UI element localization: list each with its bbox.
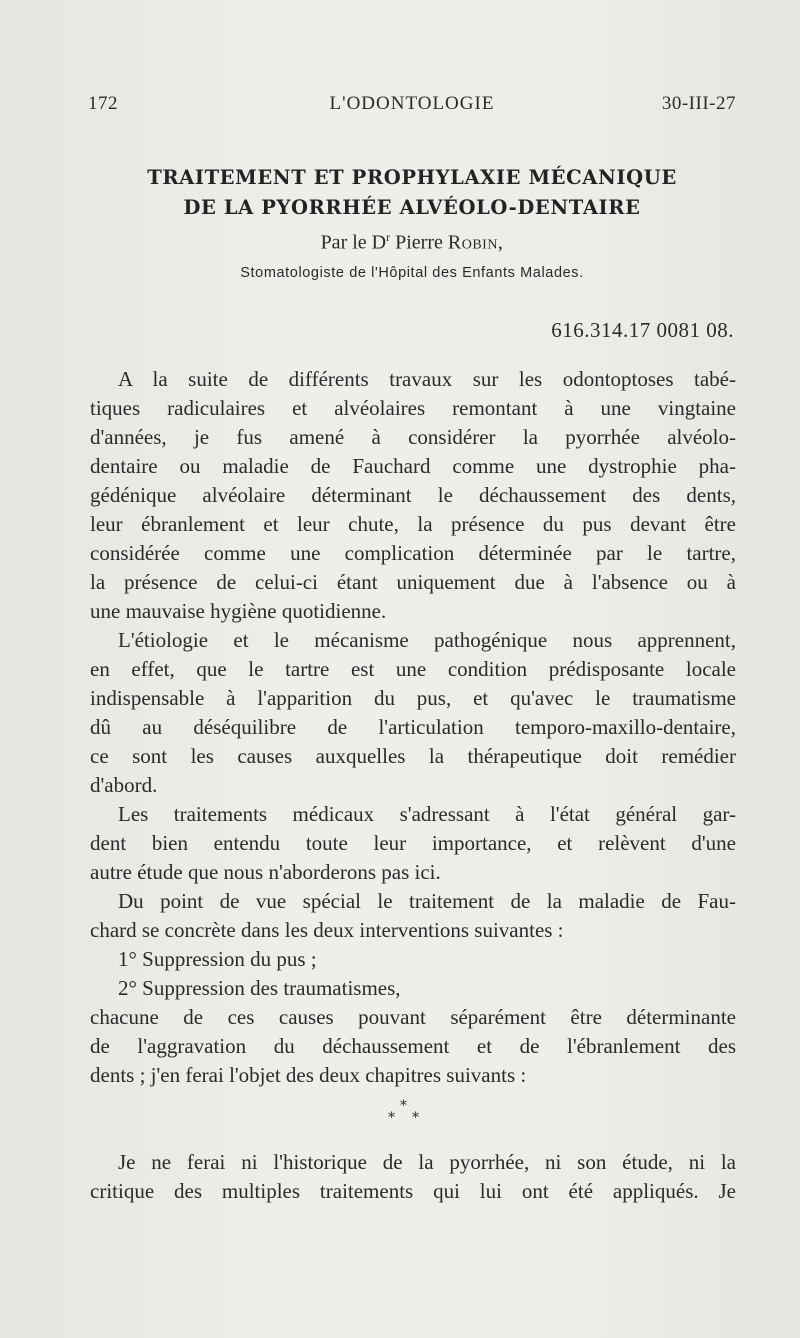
article-title-line-2: DE LA PYORRHÉE ALVÉOLO-DENTAIRE <box>183 196 641 219</box>
body-line: leur ébranlement et leur chute, la présence du pus devant être <box>90 512 736 536</box>
body-line: dû au déséquilibre de l'articulation temporo-maxillo-dentaire, <box>90 715 736 739</box>
asterism-star: * <box>388 1110 395 1126</box>
list-item: 1° Suppression du pus ; <box>118 947 317 971</box>
body-line: critique des multiples traitements qui lui ont été appliqués. Je <box>90 1179 736 1203</box>
author-first-name: Pierre <box>395 231 443 254</box>
classification-number: 616.314.17 0081 08. <box>551 318 734 342</box>
body-line: la présence de celui-ci étant uniquement due à l'absence ou à <box>90 570 736 594</box>
body-line: gédénique alvéolaire déterminant le déchaussement des dents, <box>90 483 736 507</box>
byline-sup: r <box>386 230 391 244</box>
journal-title: L'ODONTOLOGIE <box>329 93 495 114</box>
body-line: Je ne ferai ni l'historique de la pyorrhée, ni son étude, ni la <box>118 1150 736 1174</box>
body-line: indispensable à l'apparition du pus, et qu'avec le traumatisme <box>90 686 736 710</box>
body-line: chard se concrète dans les deux interventions suivantes : <box>90 918 564 942</box>
body-line: de l'aggravation du déchaussement et de l'ébranlement des <box>90 1034 736 1058</box>
body-line: tiques radiculaires et alvéolaires remontant à une vingtaine <box>90 396 736 420</box>
asterism-star: * <box>412 1110 419 1126</box>
body-line: considérée comme une complication déterminée par le tartre, <box>90 541 736 565</box>
body-line: ce sont les causes auxquelles la thérapeutique doit remédier <box>90 744 736 768</box>
body-line: en effet, que le tartre est une condition prédisposante locale <box>90 657 736 681</box>
asterism-star: * <box>400 1098 407 1114</box>
body-line: autre étude que nous n'aborderons pas ici. <box>90 860 441 884</box>
article-title-line-1: TRAITEMENT ET PROPHYLAXIE MÉCANIQUE <box>147 166 677 189</box>
body-line: d'années, je fus amené à considérer la pyorrhée alvéolo- <box>90 425 736 449</box>
body-line: Du point de vue spécial le traitement de la maladie de Fau- <box>118 889 736 913</box>
body-line: Les traitements médicaux s'adressant à l'état général gar- <box>118 802 736 826</box>
author-surname: Robin, <box>447 231 504 254</box>
body-line: dents ; j'en ferai l'objet des deux chapitres suivants : <box>90 1063 527 1087</box>
author-affiliation: Stomatologiste de l'Hôpital des Enfants Malades. <box>240 265 584 281</box>
body-line: dentaire ou maladie de Fauchard comme une dystrophie pha- <box>90 454 736 478</box>
body-line: d'abord. <box>90 773 158 797</box>
body-line: dent bien entendu toute leur importance, et relèvent d'une <box>90 831 736 855</box>
body-line: chacune de ces causes pouvant séparément être déterminante <box>90 1005 736 1029</box>
body-line: L'étiologie et le mécanisme pathogénique nous apprennent, <box>118 628 736 652</box>
running-head <box>88 93 736 121</box>
page-number: 172 <box>88 93 118 114</box>
body-line: A la suite de différents travaux sur les odontoptoses tabé- <box>118 367 736 391</box>
list-item: 2° Suppression des traumatismes, <box>118 976 401 1000</box>
issue-date: 30-III-27 <box>661 93 736 114</box>
asterism-separator <box>376 1098 436 1132</box>
byline <box>88 230 736 255</box>
byline-prefix: Par le D <box>320 231 387 254</box>
body-line: une mauvaise hygiène quotidienne. <box>90 599 387 623</box>
